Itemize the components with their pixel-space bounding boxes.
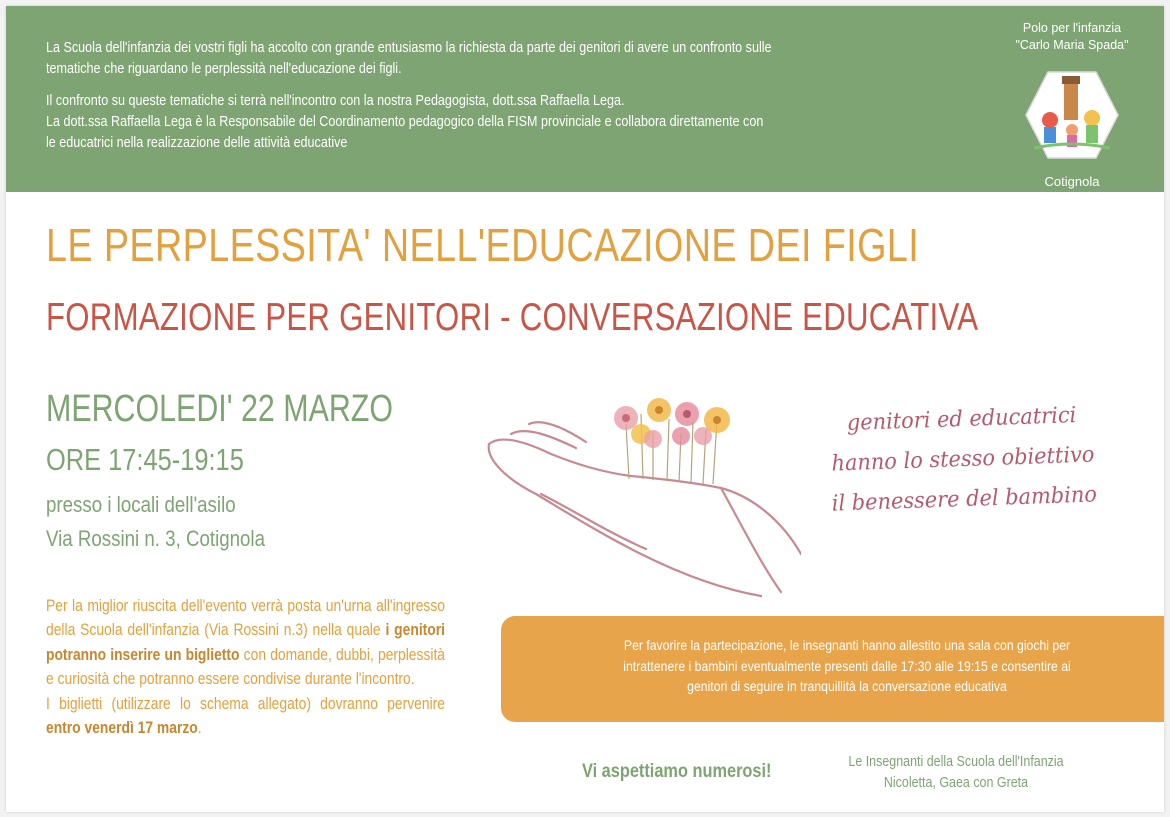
welcome-message: Vi aspettiamo numerosi! — [582, 761, 772, 782]
instructions-deadline: entro venerdì 17 marzo — [46, 719, 198, 738]
quote-handwritten — [790, 394, 1136, 526]
school-logo — [1002, 20, 1142, 188]
intro-line-pedagogista: Il confronto su queste tematiche si terrà nell'incontro con la nostra Pedagogista, dott.ssa Raffaella Lega. — [46, 93, 625, 109]
logo-place: Cotignola — [1044, 174, 1100, 189]
signature-line-1: Le Insegnanti della Scuola dell'Infanzia — [848, 754, 1064, 770]
event-location-line-1: presso i locali dell'asilo — [46, 492, 236, 517]
logo-hexagon-icon — [1024, 70, 1120, 160]
header-band — [6, 6, 1164, 192]
instructions-text — [46, 594, 514, 740]
banner-line-1: Per favorire la partecipazione, le insegnanti hanno allestito una sala con giochi per — [623, 638, 1071, 653]
event-location-line-2: Via Rossini n. 3, Cotignola — [46, 526, 265, 551]
banner-line-2: intrattenere i bambini eventualmente presenti dalle 17:30 alle 19:15 e consentire ai — [623, 658, 1071, 674]
banner-text — [537, 636, 1157, 698]
logo-line-2: "Carlo Maria Spada" — [1015, 38, 1129, 52]
intro-text — [46, 38, 926, 154]
signature-line-2: Nicoletta, Gaea con Greta — [883, 775, 1029, 791]
event-date: MERCOLEDI' 22 MARZO — [46, 388, 394, 430]
subtitle: FORMAZIONE PER GENITORI - CONVERSAZIONE EDUCATIVA — [46, 296, 979, 339]
banner-line-3: genitori di seguire in tranquillità la conversazione educativa — [687, 679, 1007, 694]
quote-line-3: il benessere del bambino — [831, 482, 1098, 517]
logo-line-1: Polo per l'infanzia — [1022, 21, 1122, 35]
instructions-highlight-1: i genitori potranno inserire un biglietto — [46, 621, 445, 664]
quote-line-2: hanno lo stesso obiettivo — [831, 442, 1095, 477]
signature — [826, 752, 1086, 794]
instructions-part-3: I biglietti (utilizzare lo schema allegato) dovranno pervenire — [46, 694, 445, 713]
intro-paragraph-1: La Scuola dell'infanzia dei vostri figli ha accolto con grande entusiasmo la richiesta da parte dei genitori di avere un confronto sulle tematiche che riguardano le perplessità nell'educazione dei figli. — [46, 40, 772, 77]
flyer-sheet — [6, 6, 1164, 812]
event-time: ORE 17:45-19:15 — [46, 442, 244, 477]
main-title: LE PERPLESSITA' NELL'EDUCAZIONE DEI FIGLI — [46, 219, 920, 271]
instructions-part-1: Per la miglior riuscita dell'evento verrà posta un'urna all'ingresso della Scuola dell'infanzia (Via Rossini n.3) nella quale — [46, 597, 445, 640]
logo-title — [1002, 20, 1142, 54]
instructions-part-2: con domande, dubbi, perplessità e curiosità che potranno essere condivise durante l'incontro. — [46, 645, 446, 689]
hand-with-flowers-illustration — [481, 384, 801, 604]
childcare-banner — [501, 616, 1164, 722]
intro-paragraph-2 — [46, 91, 776, 154]
quote-line-1: genitori ed educatrici — [846, 403, 1077, 437]
instructions-end: . — [197, 719, 202, 738]
intro-line-coordinamento: La dott.ssa Raffaella Lega è la Responsabile del Coordinamento pedagogico della FISM provinciale e collabora direttamente con le educatrici nella realizzazione delle attività educative — [46, 114, 764, 151]
